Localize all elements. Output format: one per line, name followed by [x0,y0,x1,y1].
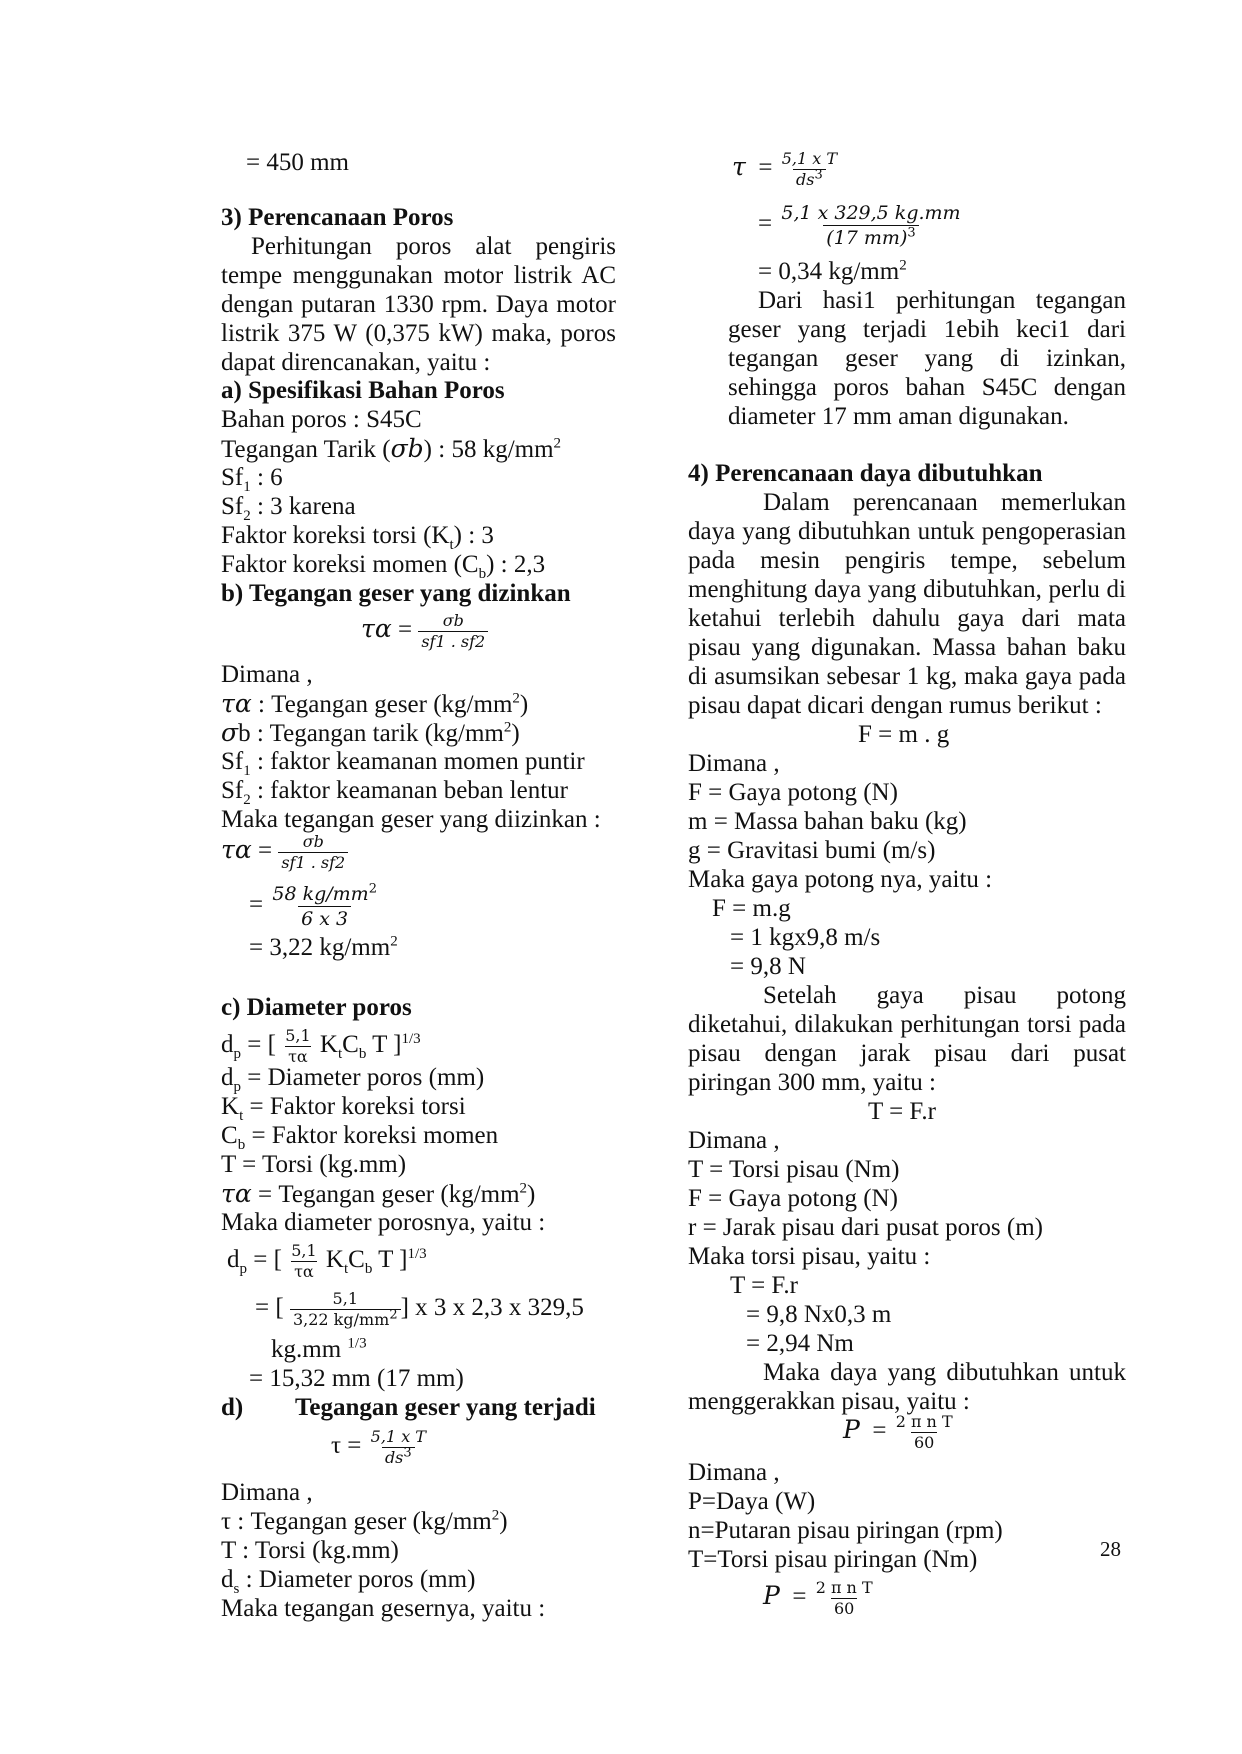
calc-t-1: T = F.r [730,1272,798,1299]
def-kt: $K_t$ = Faktor koreksi torsi [221,1093,466,1124]
calc-tau-2: = $\frac{5,1 x 329,5 kg.mm}{(17 mm)^3}$ [758,202,961,249]
def-n: n=Putaran pisau piringan (rpm) [688,1517,1003,1544]
calc-dp-2: = [ $\frac{5,1}{3,22 kg/mm^2}$ ] x 3 x 2,3 x 329,5 [255,1289,584,1329]
spec-tarik: Tegangan Tarik (σb) : 58 $kg/mm^2$ [221,434,562,463]
calc-tau-alpha-2: = $\frac{58 kg/mm^2}{6 x 3}$ [249,881,377,930]
def-ds: $d_s$ : Diameter poros (mm) [221,1566,476,1597]
result-1532: = 15,32 mm (17 mm) [249,1365,464,1392]
spec-bahan: Bahan poros : S45C [221,406,422,433]
subheading-c: c) Diameter poros [221,994,412,1021]
formula-tau: τ = $\frac{\text{5,1 x T}}{ds^3}$ [331,1427,426,1467]
spec-kt: Faktor koreksi torsi $(K_t)$ : 3 [221,522,494,553]
def-tau-alpha-2: τα = Tegangan geser $(kg/mm^2)$ [221,1179,536,1208]
paragraph-daya: Dalam perencanaan memerlukan daya yang dibutuhkan untuk pengoperasian pada mesin pengiris tempe, sebelum menghitung daya yang dibutuhkan, perlu di ketahui terlebih dahulu gaya dari mata pisau yang digunakan. Massa bahan baku di asumsikan sebesar 1 kg, maka gaya pada pisau dapat dicari dengan rumus berikut : [688,489,1126,719]
dimana-b: Dimana , [221,661,313,688]
dimana-p: Dimana , [688,1459,780,1486]
def-tau: τ : Tegangan geser $(kg/mm^2)$ [221,1507,508,1535]
maka-gaya: Maka gaya potong nya, yaitu : [688,866,993,893]
calc-f-1: F = m.g [712,895,791,922]
subheading-b: b) Tegangan geser yang dizinkan [221,580,571,607]
paragraph-hasil: Dari hasi1 perhitungan tegangan geser yang terjadi 1ebih keci1 dari tegangan geser yang di izinkan, sehingga poros bahan S45C dengan diameter 17 mm aman digunakan. [728,287,1126,430]
result-450: = 450 mm [246,149,349,176]
def-dp: $d_p$ = Diameter poros (mm) [221,1064,485,1095]
dimana-f: Dimana , [688,750,780,777]
def-sf2: $Sf_2$ : faktor keamanan beban lentur [221,777,568,808]
result-322: = 3,22 $kg/mm^2$ [249,933,398,961]
def-g: g = Gravitasi bumi (m/s) [688,837,936,864]
calc-tau-alpha-1: τα = $\frac{\sigma b}{sf1 . sf2}$ [221,833,348,872]
paragraph-daya-pisau: Maka daya yang dibutuhkan untuk menggerakkan pisau, yaitu : [688,1359,1126,1415]
def-tau-alpha: τα : Tegangan geser $(kg/mm^2)$ [221,689,529,718]
calc-tau-1: τ = $\frac{\text{5,1 x T}}{ds^3}$ [732,149,838,189]
maka-diameter: Maka diameter porosnya, yaitu : [221,1209,546,1236]
calc-t-2: = 9,8 Nx0,3 m [746,1301,892,1328]
calc-dp-1: $d_p$ = [ $\frac{5,1}{\tau\alpha}$ $K_tC_b$ T ]$^{1/3}$ [227,1241,427,1281]
page-number: 28 [1100,1537,1121,1561]
result-034: = 0,34 $kg/mm^2$ [758,257,907,285]
def-cb: $C_b$ = Faktor koreksi momen [221,1122,499,1153]
section-heading-3: 3) Perencanaan Poros [221,204,454,231]
def-f-2: F = Gaya potong (N) [688,1185,898,1212]
def-torsi-2: T : Torsi (kg.mm) [221,1537,399,1564]
subheading-a: a) Spesifikasi Bahan Poros [221,377,505,404]
def-sigma-b: σb : Tegangan tarik $(kg/mm^2)$ [221,718,520,747]
maka-geser: Maka tegangan gesernya, yaitu : [221,1595,546,1622]
def-t-3: T=Torsi pisau piringan (Nm) [688,1546,978,1573]
section-heading-4: 4) Perencanaan daya dibutuhkan [688,460,1043,487]
subheading-d-label: d) [221,1394,244,1421]
spec-cb: Faktor koreksi momen $(C_b)$ : 2,3 [221,551,546,582]
def-sf1: $Sf_1$ : faktor keamanan momen puntir [221,748,585,779]
def-p: P=Daya (W) [688,1488,816,1515]
def-torsi: T = Torsi (kg.mm) [221,1151,407,1178]
def-t: T = Torsi pisau (Nm) [688,1156,900,1183]
calc-f-2: = 1 kgx9,8 m/s [730,924,881,951]
spec-sf1: $Sf_1$ : 6 [221,464,283,495]
def-r: r = Jarak pisau dari pusat poros (m) [688,1214,1043,1241]
subheading-d: Tegangan geser yang terjadi [295,1394,596,1421]
def-f: F = Gaya potong (N) [688,779,898,806]
paragraph-poros: Perhitungan poros alat pengiris tempe menggunakan motor listrik AC dengan putaran 1330 rpm. Daya motor listrik 375 W (0,375 kW) maka, poros dapat direncanakan, yaitu : [221,233,616,376]
calc-f-3: = 9,8 N [730,953,806,980]
def-m: m = Massa bahan baku (kg) [688,808,967,835]
maka-izin: Maka tegangan geser yang diizinkan : [221,806,601,833]
maka-torsi: Maka torsi pisau, yaitu : [688,1243,931,1270]
formula-f: F = m . g [858,721,950,748]
paragraph-setelah: Setelah gaya pisau potong diketahui, dilakukan perhitungan torsi pada pisau dengan jarak pisau dari pusat piringan 300 mm, yaitu : [688,982,1126,1096]
dimana-d: Dimana , [221,1479,313,1506]
formula-t: T = F.r [868,1098,936,1125]
calc-t-3: = 2,94 Nm [746,1330,854,1357]
formula-p-2: P = $\frac{\text{2 π n T}}{60}$ [763,1578,873,1618]
dimana-t: Dimana , [688,1127,780,1154]
formula-p-1: P = $\frac{\text{2 π n T}}{60}$ [843,1412,953,1452]
formula-dp: $d_p$ = [ $\frac{5,1}{\tau\alpha}$ $K_tC_b$ T ]$^{1/3}$ [221,1026,421,1066]
formula-tau-alpha: τα = $\frac{\sigma b}{sf1 . sf2}$ [361,612,488,651]
spec-sf2: $Sf_2$ : 3 karena [221,493,356,524]
calc-dp-3: kg.mm $^{1/3}$ [271,1335,367,1363]
